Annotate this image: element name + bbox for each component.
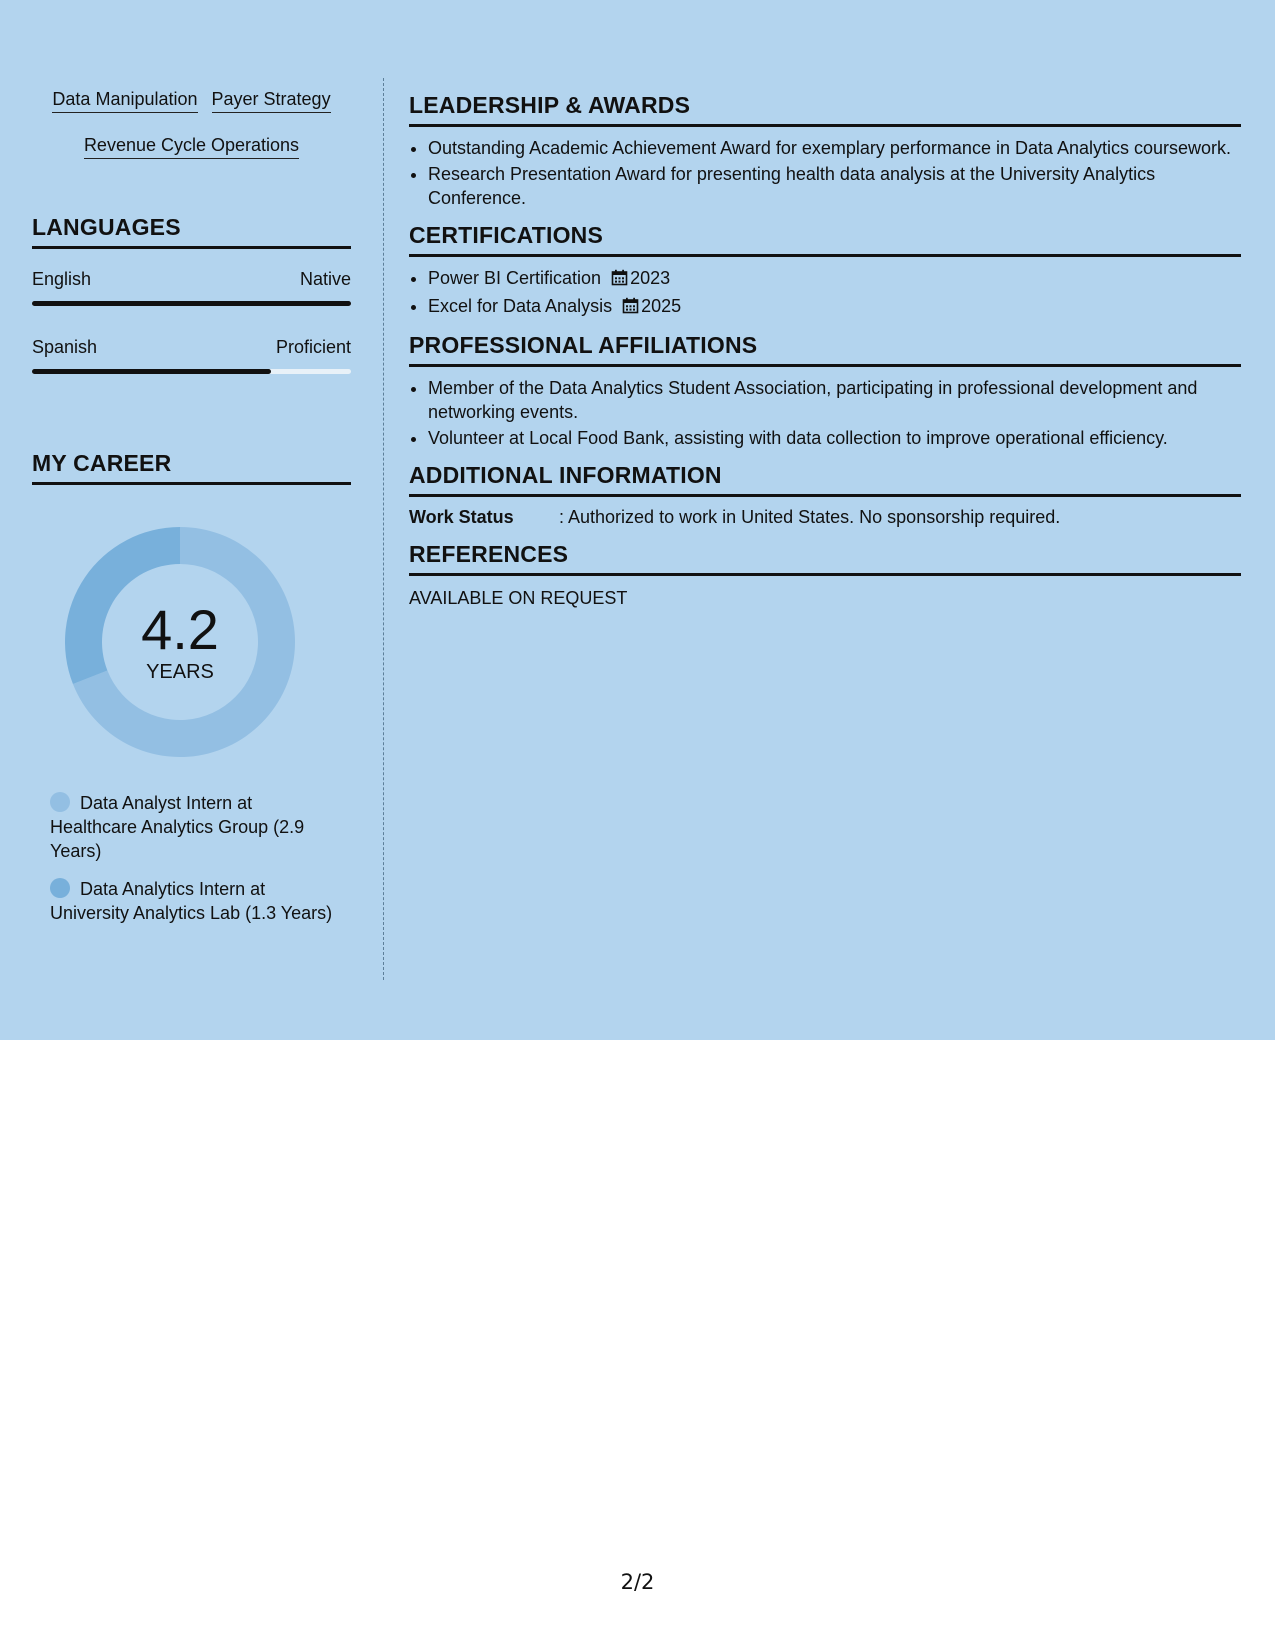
- legend-dot-icon: [50, 792, 70, 812]
- certifications-section: [409, 222, 1241, 320]
- calendar-icon: [622, 296, 639, 320]
- language-level: Native: [299, 269, 351, 289]
- language-item: [32, 268, 351, 306]
- additional-info-heading: ADDITIONAL INFORMATION: [409, 462, 1241, 497]
- right-column: [409, 92, 1241, 622]
- language-name: English: [32, 269, 92, 289]
- language-bar: [32, 301, 351, 306]
- left-column: [32, 78, 351, 939]
- list-item: • Member of the Data Analytics Student Association, participating in professional development and networking events.: [428, 376, 1241, 424]
- language-bar-fill: [32, 369, 271, 374]
- references-text: AVAILABLE ON REQUEST: [409, 588, 628, 608]
- career-section: [32, 450, 351, 925]
- affiliations-section: [409, 332, 1241, 450]
- language-item: [32, 336, 351, 374]
- certification-year: 2025: [641, 296, 682, 316]
- career-legend-label: Data Analyst Intern at Healthcare Analytics Group (2.9 Years): [50, 793, 305, 861]
- career-legend-item: [50, 877, 335, 925]
- skill-tag: Payer Strategy: [212, 88, 331, 113]
- language-bar-fill: [32, 301, 351, 306]
- certification-name: Power BI Certification: [428, 268, 602, 288]
- certification-name: Excel for Data Analysis: [428, 296, 613, 316]
- certification-item: [428, 266, 1241, 292]
- language-bar: [32, 369, 351, 374]
- skills-tags: [32, 78, 351, 170]
- career-donut-chart: [65, 527, 295, 757]
- affiliations-heading: PROFESSIONAL AFFILIATIONS: [409, 332, 1241, 367]
- work-status-value: : Authorized to work in United States. No sponsorship required.: [559, 507, 1061, 527]
- certifications-heading: CERTIFICATIONS: [409, 222, 1241, 257]
- career-total-years: 4.2: [141, 598, 219, 661]
- references-section: [409, 541, 1241, 610]
- leadership-section: [409, 92, 1241, 210]
- leadership-heading: LEADERSHIP & AWARDS: [409, 92, 1241, 127]
- column-divider: [383, 78, 384, 980]
- page-number: 2/2: [620, 1570, 655, 1594]
- career-years-label: YEARS: [146, 661, 214, 683]
- skill-tag: Revenue Cycle Operations: [84, 134, 299, 159]
- language-name: Spanish: [32, 337, 98, 357]
- list-item: • Outstanding Academic Achievement Award for exemplary performance in Data Analytics coursework.: [428, 136, 1241, 160]
- list-item: • Research Presentation Award for presenting health data analysis at the University Analytics Conference.: [428, 162, 1241, 210]
- certification-item: [428, 294, 1241, 320]
- skill-tag: Data Manipulation: [52, 88, 197, 113]
- language-level: Proficient: [275, 337, 351, 357]
- languages-section: [32, 214, 351, 374]
- career-heading: MY CAREER: [32, 450, 351, 485]
- career-legend-label: Data Analytics Intern at University Analytics Lab (1.3 Years): [50, 879, 333, 923]
- career-legend-item: [50, 791, 335, 863]
- legend-dot-icon: [50, 878, 70, 898]
- career-legend: [50, 791, 335, 925]
- languages-heading: LANGUAGES: [32, 214, 351, 249]
- work-status-label: Work Status: [409, 507, 514, 527]
- list-item: • Volunteer at Local Food Bank, assisting with data collection to improve operational efficiency.: [428, 426, 1241, 450]
- calendar-icon: [611, 268, 628, 292]
- certification-year: 2023: [630, 268, 671, 288]
- references-heading: REFERENCES: [409, 541, 1241, 576]
- additional-info-section: [409, 462, 1241, 529]
